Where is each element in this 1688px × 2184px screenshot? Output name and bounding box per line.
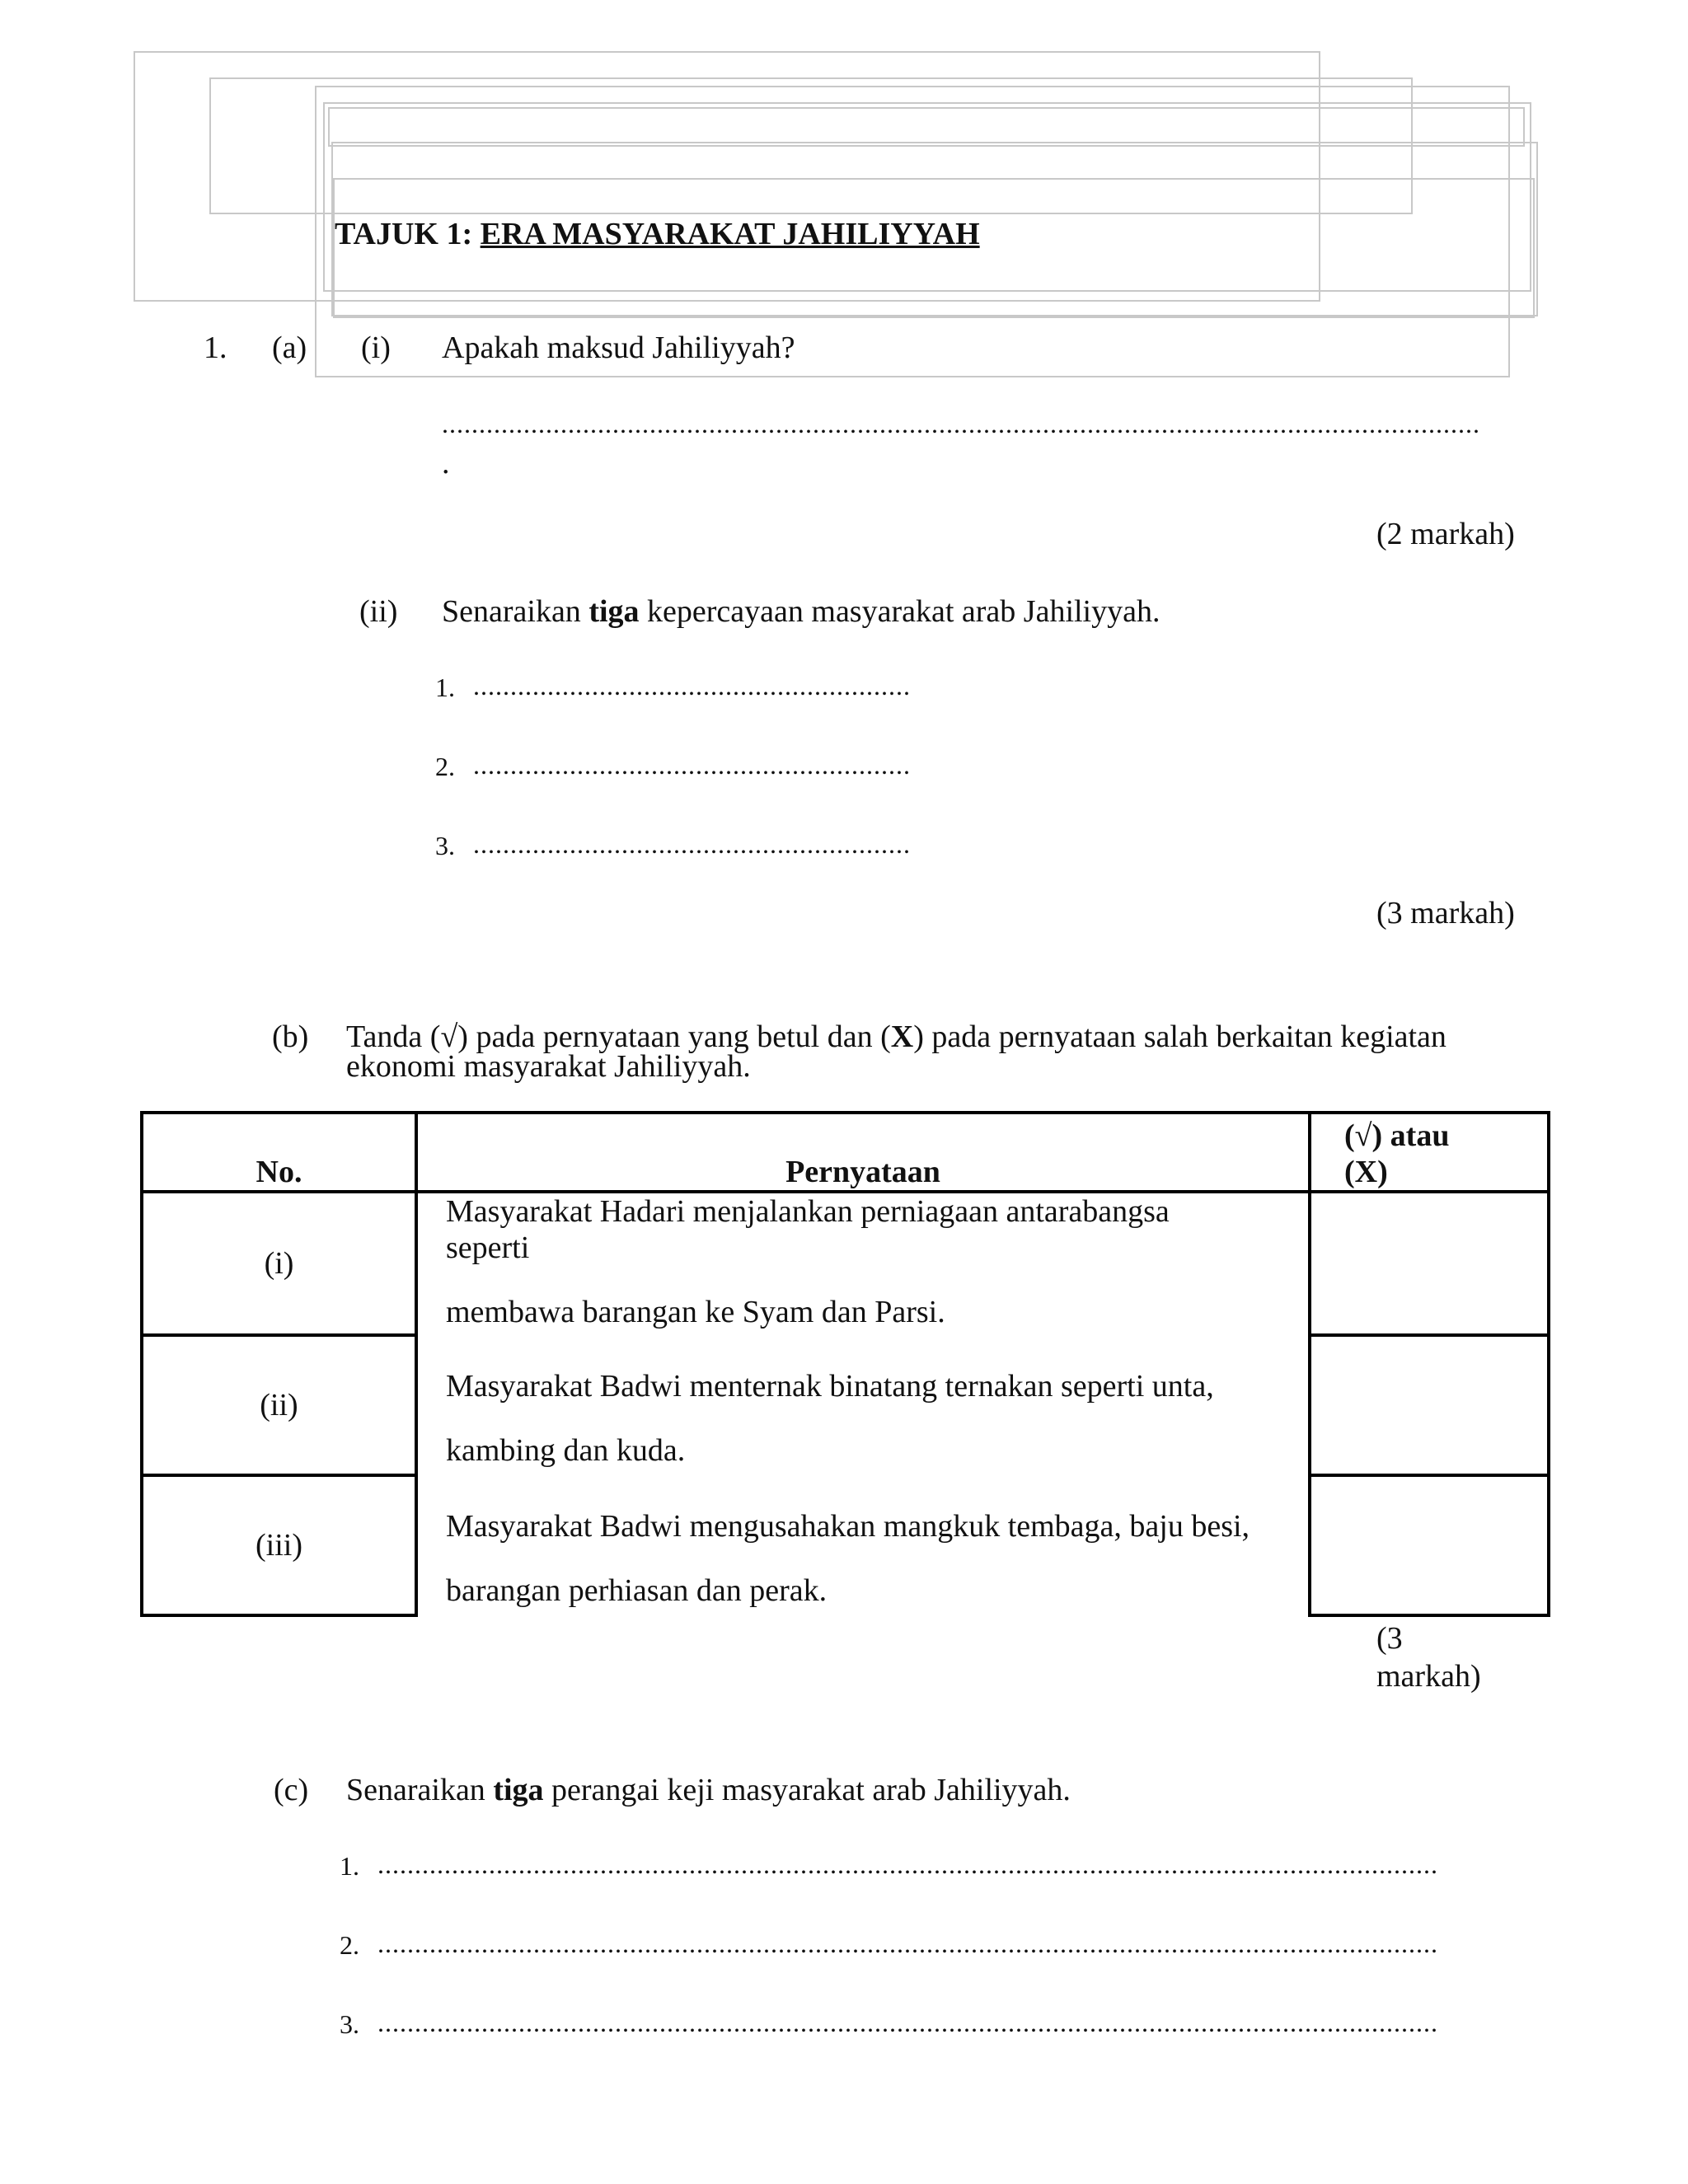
decorative-frame	[328, 107, 1525, 147]
row-statement	[416, 1192, 1310, 1335]
row-statement	[416, 1335, 1310, 1475]
answer-line[interactable]: ...............................................................................................................................................	[377, 2008, 1438, 2037]
statement-line: Masyarakat Badwi mengusahakan mangkuk tembaga, baju besi,	[446, 1509, 1250, 1544]
table-row	[142, 1475, 1549, 1615]
statement-line: Masyarakat Hadari menjalankan perniagaan antarabangsa	[446, 1194, 1170, 1229]
statement-line: barangan perhiasan dan perak.	[446, 1573, 828, 1608]
subpart-ii-question	[442, 593, 1160, 630]
table-row	[142, 1335, 1549, 1475]
list-number: 2.	[340, 1930, 359, 1960]
part-c-question	[346, 1772, 1071, 1808]
row-number	[142, 1475, 416, 1615]
row-number-text: (iii)	[256, 1528, 302, 1563]
answer-line[interactable]: ...........................................................	[473, 829, 911, 859]
page-title	[335, 216, 980, 252]
list-number: 1.	[435, 673, 455, 702]
answer-line[interactable]: ...............................................................................................................................................	[377, 1929, 1438, 1958]
part-b-instruction-line2: ekonomi masyarakat Jahiliyyah.	[346, 1049, 751, 1084]
marks: (3	[1376, 1621, 1403, 1656]
header-answer-line1: (√) atau	[1344, 1118, 1450, 1153]
instruction-emphasis: X	[890, 1019, 914, 1054]
instruction-text: Tanda (√) pada pernyataan yang betul dan (	[346, 1019, 891, 1054]
list-number: 2.	[435, 752, 455, 781]
answer-line[interactable]: ...............................................................................................................................................	[377, 1849, 1438, 1879]
statement-line: Masyarakat Badwi menternak binatang ternakan seperti unta,	[446, 1369, 1214, 1404]
row-number-text: (ii)	[260, 1388, 298, 1422]
question-text: kepercayaan masyarakat arab Jahiliyyah.	[647, 594, 1160, 629]
subpart-i-question: Apakah maksud Jahiliyyah?	[442, 330, 795, 365]
title-prefix: TAJUK 1:	[335, 217, 473, 251]
question-number: 1.	[204, 330, 227, 365]
part-c-label: (c)	[274, 1773, 309, 1807]
header-statement-text: Pernyataan	[785, 1155, 940, 1189]
answer-box[interactable]	[1310, 1475, 1549, 1615]
marks: markah)	[1376, 1659, 1481, 1694]
question-emphasis: tiga	[588, 594, 640, 629]
list-number: 3.	[435, 831, 455, 860]
header-no-text: No.	[256, 1155, 302, 1189]
table-row	[142, 1192, 1549, 1335]
instruction-text: ) pada pernyataan salah berkaitan kegiatan	[913, 1019, 1447, 1054]
part-b-label: (b)	[272, 1019, 309, 1054]
subpart-i-label: (i)	[361, 330, 391, 365]
subpart-ii-label: (ii)	[359, 594, 398, 629]
header-answer-line2: (X)	[1344, 1155, 1388, 1189]
answer-box[interactable]	[1310, 1192, 1549, 1335]
statement-line: membawa barangan ke Syam dan Parsi.	[446, 1295, 945, 1329]
answer-line-tail: .	[442, 446, 450, 480]
header-answer	[1310, 1113, 1549, 1192]
question-text: Senaraikan	[442, 594, 581, 629]
question-emphasis: tiga	[493, 1773, 544, 1807]
statement-table	[140, 1111, 1550, 1617]
answer-line[interactable]: ...........................................................	[473, 671, 911, 701]
header-no	[142, 1113, 416, 1192]
answer-box[interactable]	[1310, 1335, 1549, 1475]
part-a-label: (a)	[272, 330, 307, 365]
answer-line[interactable]: ...........................................................	[473, 750, 911, 780]
question-text: Senaraikan	[346, 1773, 485, 1807]
marks: (3 markah)	[1376, 896, 1515, 930]
title-text: ERA MASYARAKAT JAHILIYYAH	[480, 217, 980, 251]
marks: (2 markah)	[1376, 517, 1515, 551]
row-number	[142, 1192, 416, 1335]
answer-line[interactable]: ............................................................................................................................................	[442, 409, 1480, 438]
header-statement	[416, 1113, 1310, 1192]
row-number	[142, 1335, 416, 1475]
list-number: 1.	[340, 1851, 359, 1881]
list-number: 3.	[340, 2009, 359, 2039]
row-number-text: (i)	[264, 1246, 294, 1281]
statement-line: kambing dan kuda.	[446, 1433, 686, 1468]
question-text: perangai keji masyarakat arab Jahiliyyah.	[551, 1773, 1071, 1807]
row-statement	[416, 1475, 1310, 1615]
statement-line: seperti	[446, 1230, 530, 1265]
